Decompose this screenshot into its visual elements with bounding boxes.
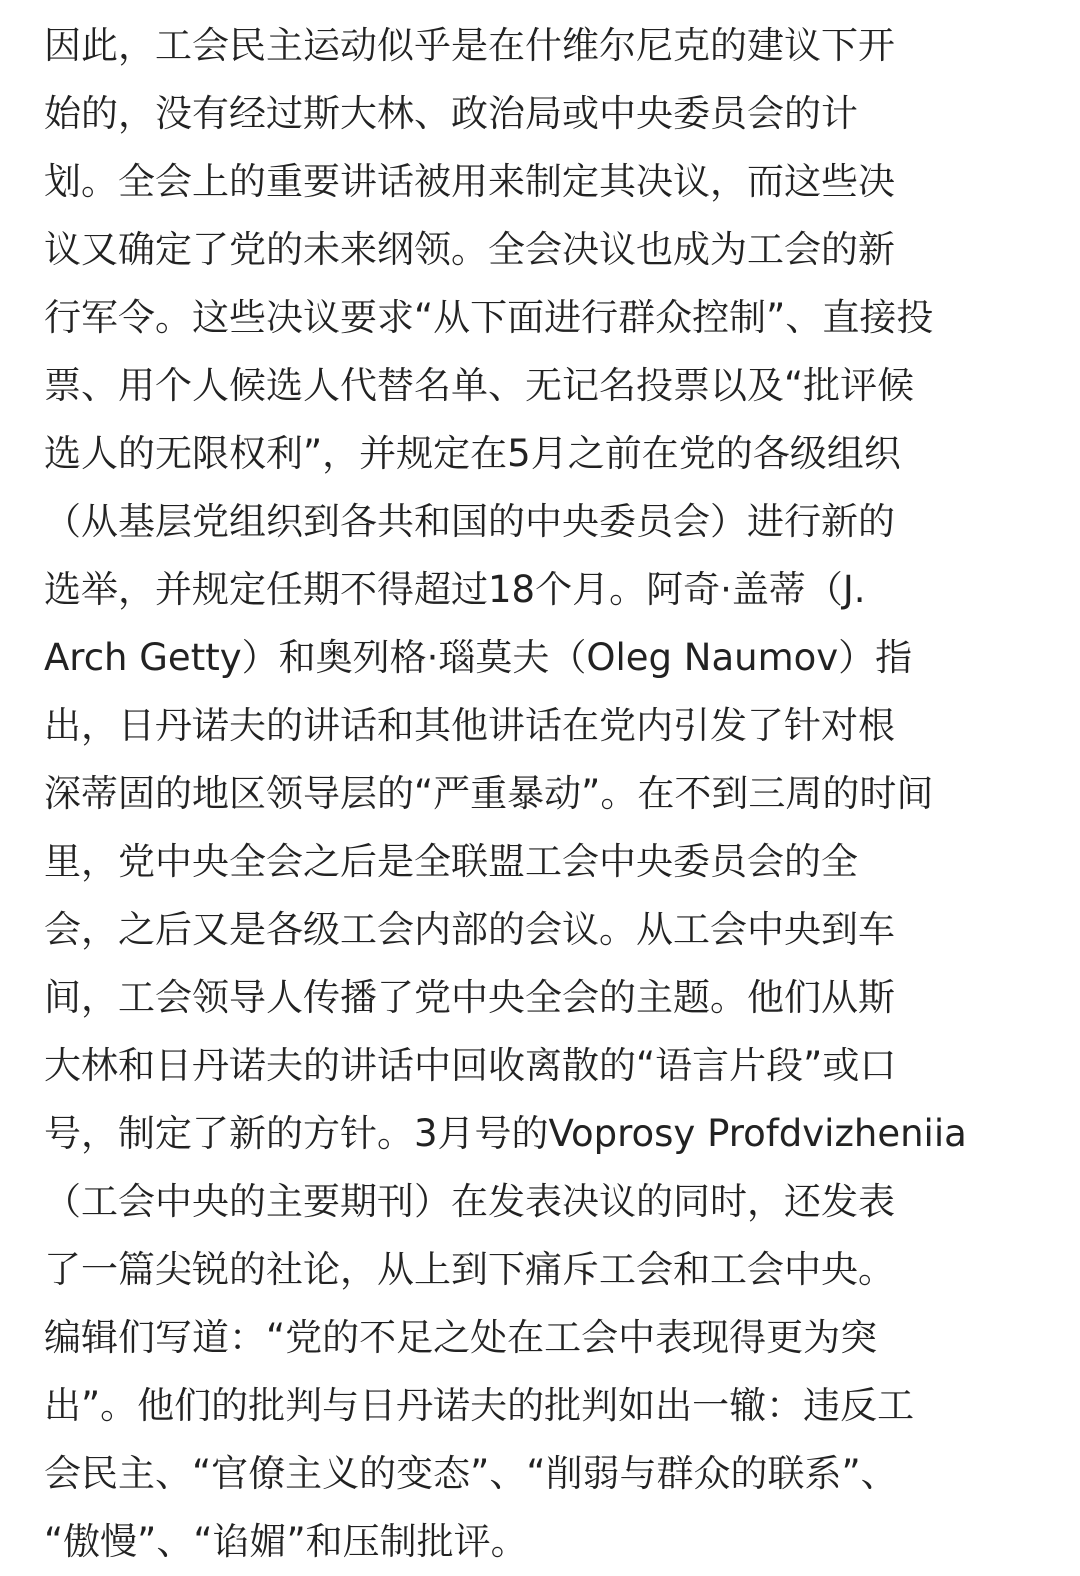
text-line: 选举，并规定任期不得超过18个月。阿奇·盖蒂（J. bbox=[44, 568, 866, 611]
text-line: 始的，没有经过斯大林、政治局或中央委员会的计 bbox=[44, 92, 858, 135]
text-line: 出”。他们的批判与日丹诺夫的批判如出一辙：违反工 bbox=[44, 1384, 915, 1427]
text-line: 深蒂固的地区领导层的“严重暴动”。在不到三周的时间 bbox=[44, 772, 934, 815]
text-line: 议又确定了党的未来纲领。全会决议也成为工会的新 bbox=[44, 228, 895, 271]
text-line: Arch Getty）和奥列格·瑙莫夫（Oleg Naumov）指 bbox=[44, 636, 913, 679]
text-line: （工会中央的主要期刊）在发表决议的同时，还发表 bbox=[44, 1180, 895, 1223]
text-line: 大林和日丹诺夫的讲话中回收离散的“语言片段”或口 bbox=[44, 1044, 897, 1087]
text-line: 票、用个人候选人代替名单、无记名投票以及“批评候 bbox=[44, 364, 915, 407]
text-line: 因此，工会民主运动似乎是在什维尔尼克的建议下开 bbox=[44, 24, 895, 67]
text-line: 里，党中央全会之后是全联盟工会中央委员会的全 bbox=[44, 840, 858, 883]
text-line: 间，工会领导人传播了党中央全会的主题。他们从斯 bbox=[44, 976, 895, 1019]
text-line: 出，日丹诺夫的讲话和其他讲话在党内引发了针对根 bbox=[44, 704, 895, 747]
text-line: 号，制定了新的方针。3月号的Voprosy Profdvizheniia bbox=[44, 1112, 967, 1155]
text-line: 行军令。这些决议要求“从下面进行群众控制”、直接投 bbox=[44, 296, 934, 339]
text-line: 编辑们写道：“党的不足之处在工会中表现得更为突 bbox=[44, 1316, 878, 1359]
text-line: “傲慢”、“谄媚”和压制批评。 bbox=[44, 1520, 528, 1563]
text-line: 会民主、“官僚主义的变态”、“削弱与群众的联系”、 bbox=[44, 1452, 898, 1495]
text-line: 会，之后又是各级工会内部的会议。从工会中央到车 bbox=[44, 908, 895, 951]
article-paragraph bbox=[44, 12, 1044, 1576]
text-line: 选人的无限权利”，并规定在5月之前在党的各级组织 bbox=[44, 432, 901, 475]
text-line: 划。全会上的重要讲话被用来制定其决议，而这些决 bbox=[44, 160, 895, 203]
text-line: （从基层党组织到各共和国的中央委员会）进行新的 bbox=[44, 500, 895, 543]
text-line: 了一篇尖锐的社论，从上到下痛斥工会和工会中央。 bbox=[44, 1248, 895, 1291]
